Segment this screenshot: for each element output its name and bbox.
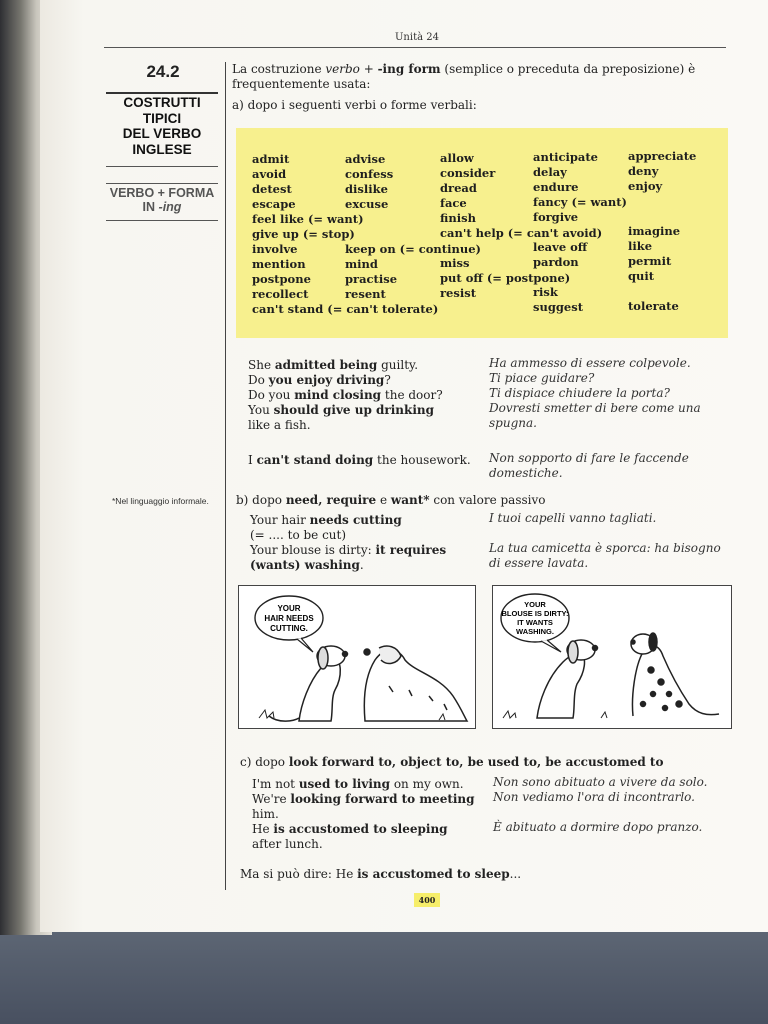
verb-item: risk [533,285,558,299]
verb-item: delay [533,165,567,179]
verb-item: dislike [345,182,388,196]
intro-text: (semplice o preceduta da preposizione) è frequentemente usata: [232,62,696,91]
bubble-line: BLOUSE IS DIRTY: [501,609,569,618]
bubble-line: YOUR [277,604,301,613]
verb-item: admit [252,152,290,166]
section-title-line: TIPICI [142,110,182,126]
section-subtitle-line2 [106,200,218,214]
verb-item: appreciate [628,149,697,163]
example-english: Do you enjoy driving? [248,373,391,387]
example-italian: Dovresti smetter di bere come una [489,401,701,415]
section-title-line: DEL VERBO [122,126,202,141]
verb-item: postpone [252,272,311,286]
example-english-cont: after lunch. [252,837,323,851]
intro-plus: + [359,62,378,76]
verb-item: imagine [628,224,681,238]
verb-item: endure [533,180,579,194]
verb-item: quit [628,269,655,283]
example-italian: Non vediamo l'ora di incontrarlo. [493,790,695,804]
example-italian: Ti dispiace chiudere la porta? [489,386,670,400]
bubble-line: WASHING. [516,627,554,636]
verb-item: fancy (= want) [533,195,627,209]
example-english: She admitted being guilty. [248,358,419,372]
header-rule [104,47,726,48]
verb-item: tolerate [628,299,679,313]
verb-item: face [440,196,467,210]
verb-item: permit [628,254,672,268]
verb-item: practise [345,272,398,286]
section-title-line: COSTRUTTI [123,95,201,110]
bubble-tail [297,638,313,652]
verb-item: put off (= postpone) [440,271,571,285]
verb-item: suggest [533,300,584,314]
intro-paragraph [232,62,722,92]
example-english: Do you mind closing the door? [248,388,443,402]
example-english: I can't stand doing the housework. [248,453,471,467]
bubble-line: CUTTING. [270,624,308,633]
example-english-cont: (wants) washing. [250,558,364,572]
verb-item: anticipate [533,150,598,164]
sitting-dog-icon [537,640,598,718]
verb-item: forgive [533,210,579,224]
shaggy-dog-icon [364,646,467,721]
background-desk [0,930,768,1024]
verb-item: deny [628,164,659,178]
verb-item: give up (= stop) [252,227,355,241]
closing-line: Ma si può dire: He is accustomed to sleep... [240,867,522,881]
verb-item: finish [440,211,476,225]
margin-rule [225,62,226,890]
verb-item: recollect [252,287,309,301]
verb-item: consider [440,166,496,180]
verb-item: enjoy [628,179,663,193]
verb-item: resist [440,286,477,300]
subtitle-prefix: IN [142,200,159,214]
verb-item: avoid [252,167,287,181]
verb-item: allow [440,151,474,165]
verb-item: pardon [533,255,579,269]
verb-item: mention [252,257,306,271]
item-b-heading: b) dopo need, require e want* con valore passivo [236,493,546,507]
example-english-cont: (= .... to be cut) [250,528,347,542]
verb-item: feel like (= want) [252,212,364,226]
side-note: *Nel linguaggio informale. [112,496,209,506]
verb-item: excuse [345,197,389,211]
item-c-heading: c) dopo look forward to, object to, be used to, be accustomed to [240,755,664,769]
section-title-line: INGLESE [132,141,192,157]
example-english: Your blouse is dirty: it requires [250,543,447,557]
sitting-dog-icon [269,646,348,721]
example-english: I'm not used to living on my own. [252,777,464,791]
cartoon-hair [238,585,476,729]
verb-item: resent [345,287,386,301]
item-a-heading: a) dopo i seguenti verbi o forme verbali: [232,98,477,112]
page-number: 400 [414,893,440,907]
bubble-line: YOUR [524,600,546,609]
verb-item: can't stand (= can't tolerate) [252,302,439,316]
verb-item: keep on (= continue) [345,242,481,256]
dalmatian-icon [631,633,719,716]
example-english-cont: like a fish. [248,418,311,432]
example-english: We're looking forward to meeting [252,792,475,806]
verb-item: advise [345,152,386,166]
unit-header: Unità 24 [395,32,439,43]
section-number: 24.2 [146,62,180,81]
verb-item: leave off [533,240,588,254]
section-subtitle [106,186,218,214]
verb-item: confess [345,167,394,181]
intro-text: La costruzione [232,62,326,76]
example-italian-cont: domestiche. [489,466,563,480]
example-italian: Ha ammesso di essere colpevole. [489,356,691,370]
verb-item: detest [252,182,292,196]
verb-item: dread [440,181,477,195]
verb-item: escape [252,197,296,211]
verb-item: like [628,239,653,253]
verb-item: involve [252,242,298,256]
example-english: You should give up drinking [248,403,435,417]
section-title [106,95,218,157]
example-english-cont: him. [252,807,279,821]
section-rule [106,183,218,184]
cartoon-blouse [492,585,732,729]
example-english: Your hair needs cutting [250,513,402,527]
section-rule [106,92,218,94]
bubble-line: IT WANTS [517,618,553,627]
intro-ing-form: -ing form [377,62,441,76]
verb-item: mind [345,257,378,271]
section-rule [106,220,218,221]
verb-item: miss [440,256,470,270]
example-italian: È abituato a dormire dopo pranzo. [493,820,703,834]
example-italian-cont: spugna. [489,416,537,430]
example-italian: Non sono abituato a vivere da solo. [493,775,708,789]
example-italian: I tuoi capelli vanno tagliati. [489,511,657,525]
example-italian: Ti piace guidare? [489,371,595,385]
intro-verbo: verbo [325,62,360,76]
example-italian: La tua camicetta è sporca: ha bisogno [489,541,721,555]
bubble-tail [541,640,561,652]
section-subtitle-line1: VERBO + FORMA [109,186,215,200]
bubble-line: HAIR NEEDS [264,614,314,623]
verb-item: can't help (= can't avoid) [440,226,603,240]
example-english: He is accustomed to sleeping [252,822,448,836]
example-italian: Non sopporto di fare le faccende [489,451,689,465]
section-rule [106,166,218,167]
subtitle-ing: -ing [158,200,182,214]
example-italian-cont: di essere lavata. [489,556,589,570]
